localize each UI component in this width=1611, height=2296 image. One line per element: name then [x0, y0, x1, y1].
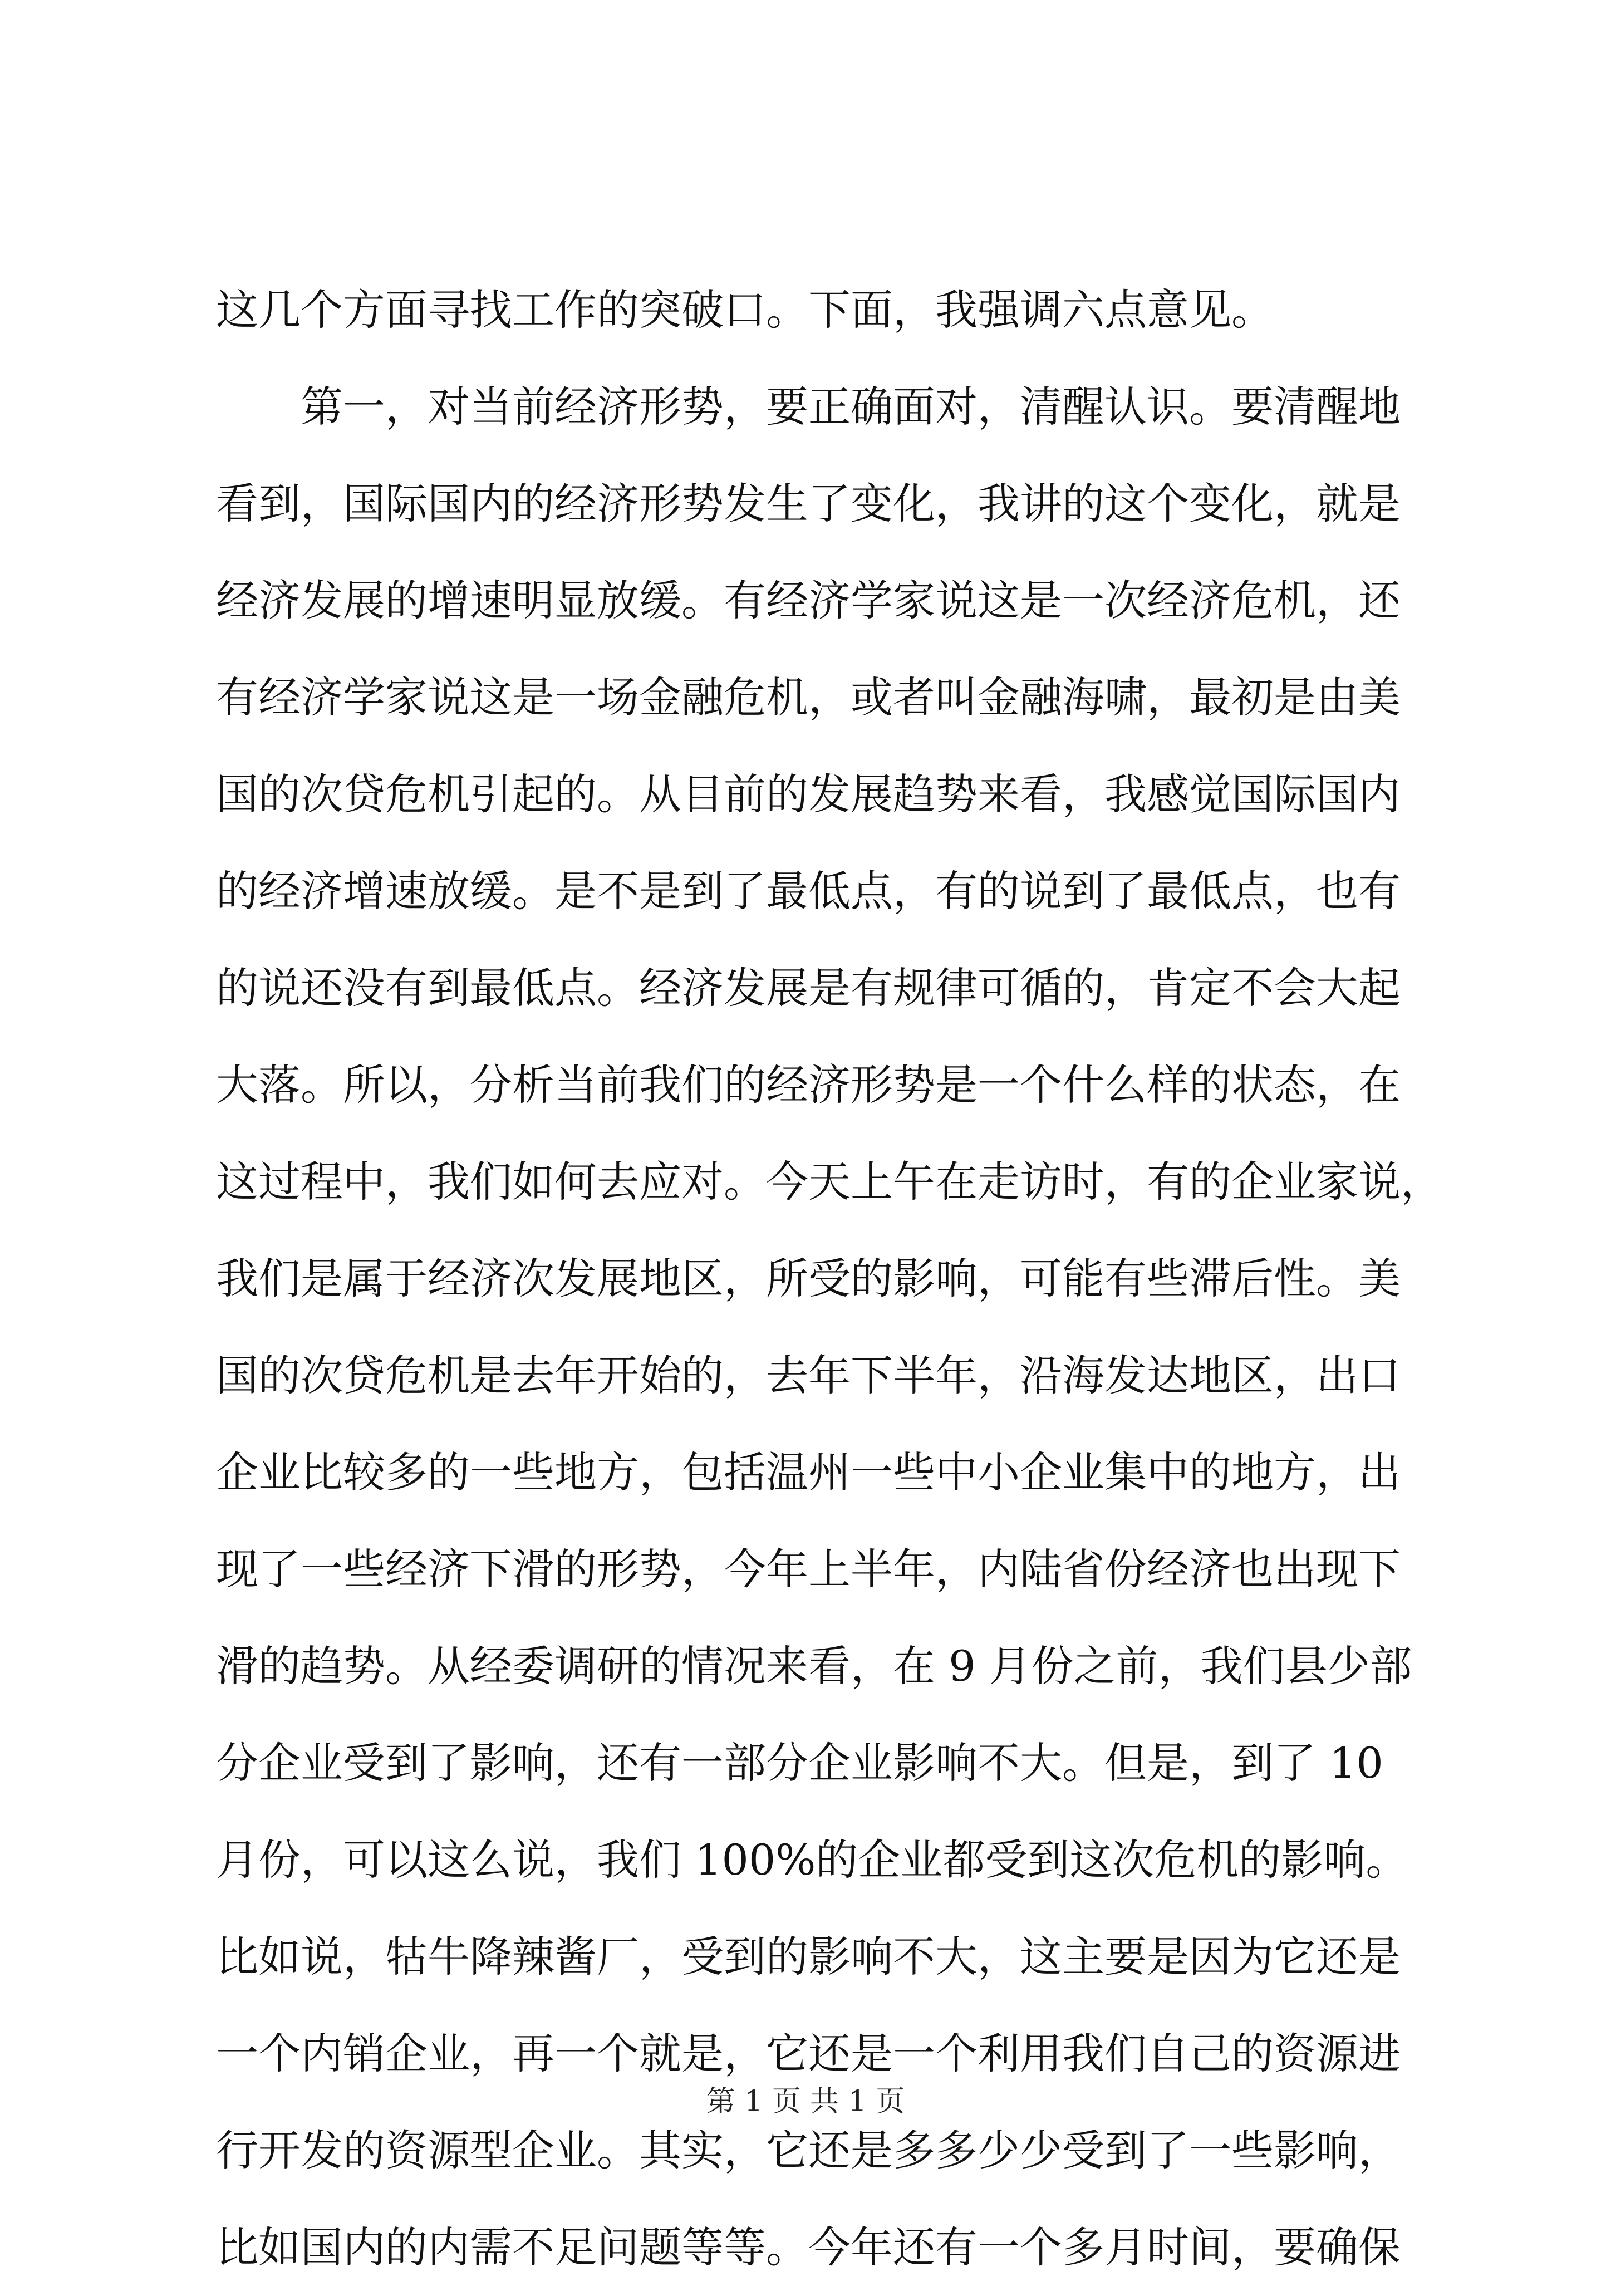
- body-text: [216, 262, 1443, 2296]
- text-line: 大落。所以，分析当前我们的经济形势是一个什么样的状态，在: [216, 1060, 1401, 1110]
- text-line: 国的次贷危机是去年开始的，去年下半年，沿海发达地区，出口: [216, 1351, 1401, 1400]
- text-line: 国的次贷危机引起的。从目前的发展趋势来看，我感觉国际国内: [216, 769, 1401, 819]
- text-line: 企业比较多的一些地方，包括温州一些中小企业集中的地方，出: [216, 1448, 1401, 1497]
- text-line: 这几个方面寻找工作的突破口。下面，我强调六点意见。: [216, 285, 1274, 335]
- page-footer: 第 1 页 共 1 页: [706, 2085, 905, 2118]
- text-line: 分企业受到了影响，还有一部分企业影响不大。但是，到了 10: [216, 1738, 1383, 1788]
- text-line: 第一，对当前经济形势，要正确面对，清醒认识。要清醒地: [216, 382, 1401, 431]
- text-line: 月份，可以这么说，我们 100%的企业都受到这次危机的影响。: [216, 1835, 1408, 1885]
- text-line: 现了一些经济下滑的形势，今年上半年，内陆省份经济也出现下: [216, 1544, 1401, 1594]
- text-line: 看到，国际国内的经济形势发生了变化，我讲的这个变化，就是: [216, 479, 1401, 528]
- text-line: 比如国内的内需不足问题等等。今年还有一个多月时间，要确保: [216, 2223, 1401, 2272]
- text-line: 我们是属于经济次发展地区，所受的影响，可能有些滞后性。美: [216, 1254, 1401, 1303]
- text-line: 这过程中，我们如何去应对。今天上午在走访时，有的企业家说，: [216, 1157, 1443, 1206]
- text-line: 的经济增速放缓。是不是到了最低点，有的说到了最低点，也有: [216, 866, 1401, 916]
- text-line: 比如说，牯牛降辣酱厂，受到的影响不大，这主要是因为它还是: [216, 1932, 1401, 1981]
- text-line: 经济发展的增速明显放缓。有经济学家说这是一次经济危机，还: [216, 576, 1401, 625]
- text-line: 有经济学家说这是一场金融危机，或者叫金融海啸，最初是由美: [216, 673, 1401, 722]
- text-line: 滑的趋势。从经委调研的情况来看，在 9 月份之前，我们县少部: [216, 1641, 1412, 1691]
- text-line: 的说还没有到最低点。经济发展是有规律可循的，肯定不会大起: [216, 963, 1401, 1013]
- text-line: 一个内销企业，再一个就是，它还是一个利用我们自己的资源进: [216, 2029, 1401, 2078]
- text-line: 行开发的资源型企业。其实，它还是多多少少受到了一些影响，: [216, 2126, 1401, 2175]
